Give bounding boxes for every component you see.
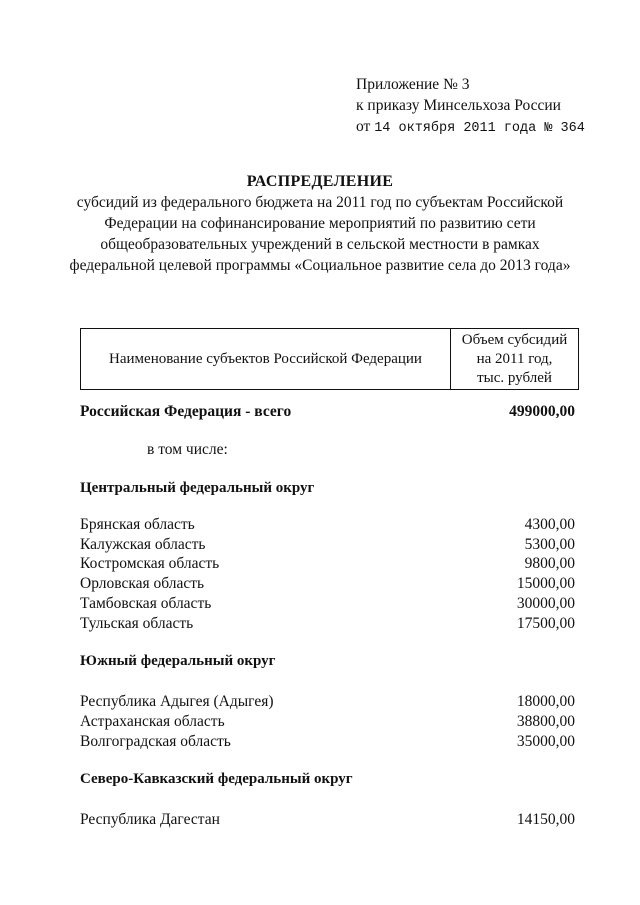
table-row xyxy=(80,712,575,732)
table-row xyxy=(80,810,575,830)
region-value: 35000,00 xyxy=(516,733,575,750)
annex-number: Приложение № 3 xyxy=(356,76,470,93)
header-subsidy-line: Объем субсидий xyxy=(461,331,568,348)
title-line: федеральной целевой программы «Социальное развитие села до 2013 года» xyxy=(69,257,571,274)
district-heading: Центральный федеральный округ xyxy=(80,480,315,496)
region-name: Тульская область xyxy=(80,615,194,632)
total-row xyxy=(80,402,575,422)
header-subsidy-volume xyxy=(451,329,578,389)
region-value: 5300,00 xyxy=(524,536,575,553)
region-name: Волгоградская область xyxy=(80,733,231,750)
region-value: 17500,00 xyxy=(516,615,575,632)
region-name: Тамбовская область xyxy=(80,595,212,612)
region-value: 4300,00 xyxy=(524,516,575,533)
title-heading: РАСПРЕДЕЛЕНИЕ xyxy=(246,173,394,190)
title-line: Федерации на софинансирование мероприятий по развитию сети xyxy=(104,215,536,232)
table-row xyxy=(80,535,575,555)
region-value: 30000,00 xyxy=(516,595,575,612)
region-value: 14150,00 xyxy=(516,811,575,828)
district-heading: Северо-Кавказский федеральный округ xyxy=(80,771,353,787)
region-value: 15000,00 xyxy=(516,575,575,592)
header-subject-name: Наименование субъектов Российской Федерации xyxy=(81,329,451,389)
table-header xyxy=(80,328,579,390)
region-name: Брянская область xyxy=(80,516,195,533)
annex-date-line xyxy=(356,116,585,139)
including-note: в том числе: xyxy=(147,441,228,458)
region-value: 38800,00 xyxy=(516,713,575,730)
title-line: общеобразовательных учреждений в сельской местности в рамках xyxy=(100,236,540,253)
table-row xyxy=(80,594,575,614)
annex-block xyxy=(356,74,585,139)
region-name: Костромская область xyxy=(80,555,220,572)
region-name: Республика Дагестан xyxy=(80,811,220,828)
table-row xyxy=(80,515,575,535)
region-name: Орловская область xyxy=(80,575,205,592)
table-row xyxy=(80,692,575,712)
region-name: Республика Адыгея (Адыгея) xyxy=(80,693,274,710)
table-row xyxy=(80,554,575,574)
header-subsidy-line: тыс. рублей xyxy=(477,369,552,386)
region-value: 9800,00 xyxy=(524,555,575,572)
annex-order-ref: к приказу Минсельхоза России xyxy=(356,97,561,114)
region-name: Астраханская область xyxy=(80,713,225,730)
header-subsidy-line: на 2011 год, xyxy=(476,350,553,367)
region-value: 18000,00 xyxy=(516,693,575,710)
annex-date-value: 14 октября 2011 года № 364 xyxy=(374,121,585,136)
total-name: Российская Федерация - всего xyxy=(80,403,292,420)
title-line: субсидий из федерального бюджета на 2011 год по субъектам Российской xyxy=(76,194,564,211)
table-row xyxy=(80,732,575,752)
table-row xyxy=(80,574,575,594)
table-row xyxy=(80,614,575,634)
annex-date-prefix: от xyxy=(356,118,371,135)
total-value: 499000,00 xyxy=(509,403,575,420)
region-name: Калужская область xyxy=(80,536,206,553)
district-heading: Южный федеральный округ xyxy=(80,653,276,669)
document-title xyxy=(0,172,640,276)
